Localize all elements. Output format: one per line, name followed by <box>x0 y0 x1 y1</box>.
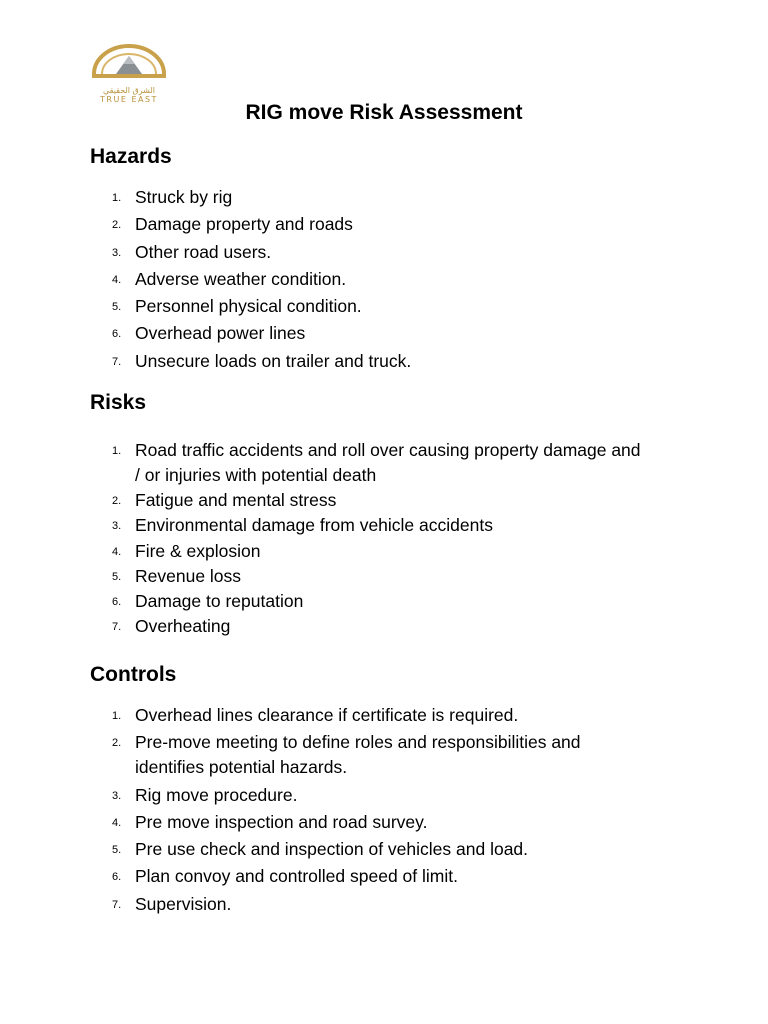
list-item <box>90 240 650 265</box>
list-item-number: 3. <box>112 246 122 259</box>
list-item-text: Unsecure loads on trailer and truck. <box>135 350 412 371</box>
hazards-heading: Hazards <box>90 145 172 168</box>
list-item-number: 7. <box>112 355 122 368</box>
list-item-number: 3. <box>112 789 122 802</box>
list-item <box>90 488 650 513</box>
list-item <box>90 539 650 564</box>
list-item <box>90 349 650 374</box>
list-item-text: Overhead lines clearance if certificate is required. <box>135 705 519 725</box>
list-item-number: 2. <box>112 737 122 750</box>
list-item-text: Damage property and roads <box>135 214 353 235</box>
list-item-text: Pre move inspection and road survey. <box>135 811 428 832</box>
list-item <box>90 564 650 589</box>
list-item-number: 1. <box>112 192 122 204</box>
list-item-text: Pre-move meeting to define roles and responsibilities and identifies potential hazards. <box>135 732 581 778</box>
list-item-text: Other road users. <box>135 241 272 262</box>
list-item-text: Fire & explosion <box>135 540 261 561</box>
logo-english-text: TRUE EAST <box>100 95 158 104</box>
list-item <box>90 267 650 292</box>
hazards-list <box>90 185 650 376</box>
list-item-text: Supervision. <box>135 893 232 914</box>
list-item-number: 3. <box>112 520 122 533</box>
list-item <box>90 212 650 237</box>
logo-arabic-text: الشرق الحقيقي <box>103 86 155 95</box>
list-item-text: Pre use check and inspection of vehicles and load. <box>135 839 529 860</box>
list-item-text: Rig move procedure. <box>135 784 298 805</box>
list-item <box>90 589 650 614</box>
list-item <box>90 513 650 538</box>
list-item <box>90 837 650 862</box>
risks-list <box>90 438 650 639</box>
list-item <box>90 810 650 835</box>
logo-emblem-icon <box>88 44 170 86</box>
list-item-text: Adverse weather condition. <box>135 268 347 289</box>
controls-heading: Controls <box>90 663 177 686</box>
controls-list <box>90 703 650 919</box>
list-item <box>90 294 650 319</box>
company-logo <box>88 44 170 104</box>
list-item <box>90 438 650 488</box>
list-item-number: 5. <box>112 844 122 857</box>
list-item <box>90 783 650 808</box>
list-item <box>90 614 650 639</box>
risks-heading: Risks <box>90 391 147 414</box>
document-title: RIG move Risk Assessment <box>245 101 523 124</box>
list-item-number: 4. <box>112 816 122 829</box>
list-item-text: Personnel physical condition. <box>135 296 362 317</box>
list-item-text: Environmental damage from vehicle accidents <box>135 515 493 536</box>
list-item-number: 6. <box>112 328 122 341</box>
list-item-number: 6. <box>112 871 122 884</box>
list-item-number: 5. <box>112 570 122 583</box>
list-item <box>90 864 650 889</box>
list-item-number: 7. <box>112 898 122 911</box>
list-item <box>90 730 650 780</box>
list-item-number: 2. <box>112 219 122 232</box>
list-item-number: 5. <box>112 301 122 314</box>
list-item-text: Overhead power lines <box>135 323 306 344</box>
list-item-text: Plan convoy and controlled speed of limit. <box>135 866 458 887</box>
list-item-text: Fatigue and mental stress <box>135 490 337 511</box>
list-item-number: 6. <box>112 595 122 608</box>
list-item-number: 7. <box>112 621 122 634</box>
list-item-number: 1. <box>112 445 122 457</box>
list-item-number: 2. <box>112 495 122 508</box>
list-item-text: Revenue loss <box>135 565 242 586</box>
list-item <box>90 321 650 346</box>
list-item <box>90 892 650 917</box>
list-item-number: 4. <box>112 273 122 286</box>
list-item-text: Damage to reputation <box>135 590 304 611</box>
list-item <box>90 703 650 728</box>
list-item-text: Struck by rig <box>135 187 233 207</box>
list-item <box>90 185 650 210</box>
list-item-text: Road traffic accidents and roll over causing property damage and / or injuries with potential death <box>135 440 641 485</box>
list-item-number: 1. <box>112 710 122 722</box>
list-item-number: 4. <box>112 545 122 558</box>
list-item-text: Overheating <box>135 616 231 637</box>
